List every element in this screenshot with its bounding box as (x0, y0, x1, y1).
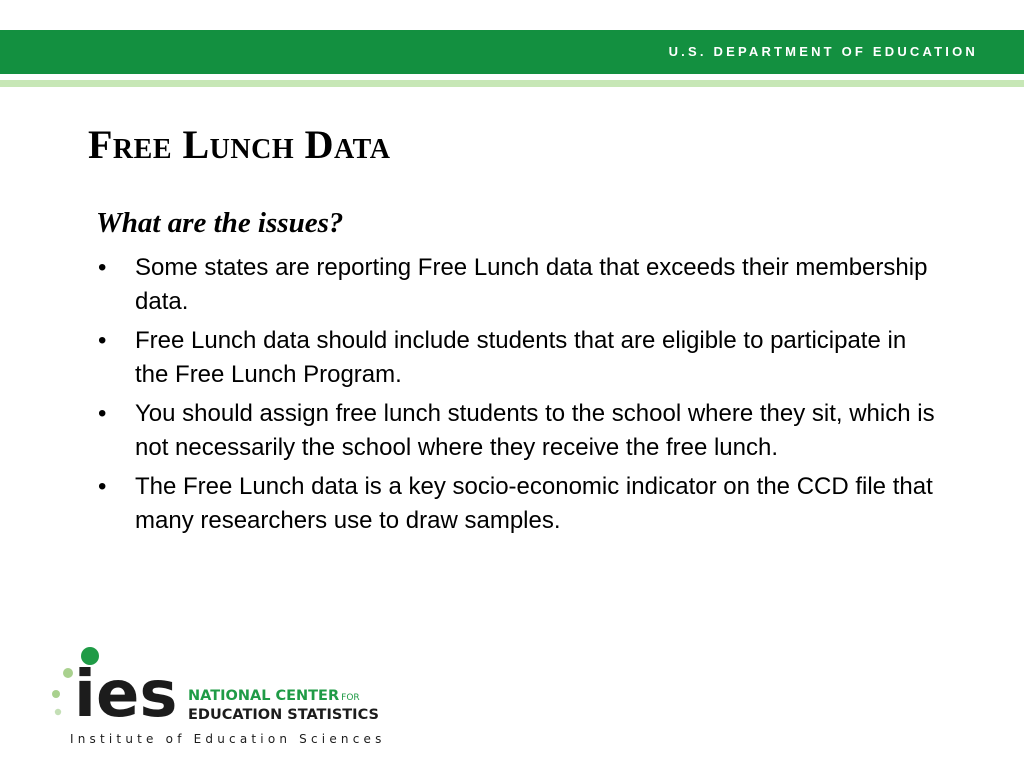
bullet-item (96, 397, 946, 465)
bullet-text: You should assign free lunch students to the school where they sit, which is not necessarily the school where they receive the free lunch. (135, 400, 935, 461)
logo-dot-small (52, 690, 60, 698)
bullet-marker: • (98, 327, 107, 354)
logo-ies-wordmark: ies (74, 658, 178, 732)
nces-line1: NATIONAL CENTER (188, 688, 340, 704)
logo-dot-tiny (55, 709, 61, 715)
header-band (0, 30, 1024, 74)
nces-for: FOR (341, 693, 360, 703)
bullet-marker: • (98, 400, 107, 427)
bullet-item (96, 251, 946, 319)
bullet-item (96, 470, 946, 538)
bullet-item (96, 324, 946, 392)
bullet-list (96, 251, 946, 543)
bullet-text: The Free Lunch data is a key socio-economic indicator on the CCD file that many researchers use to draw samples. (135, 473, 933, 534)
slide-subtitle: What are the issues? (96, 207, 344, 239)
nces-line2: EDUCATION STATISTICS (188, 707, 379, 723)
ies-tagline: Institute of Education Sciences (70, 732, 386, 746)
header-stripe (0, 80, 1024, 87)
bullet-text: Some states are reporting Free Lunch data that exceeds their membership data. (135, 254, 928, 315)
bullet-marker: • (98, 473, 107, 500)
agency-name: U.S. DEPARTMENT OF EDUCATION (668, 44, 978, 59)
slide-title: Free Lunch Data (88, 122, 391, 167)
bullet-text: Free Lunch data should include students that are eligible to participate in the Free Lunch Program. (135, 327, 907, 388)
nces-wordmark (188, 688, 379, 724)
logo-dot-medium (63, 668, 73, 678)
bullet-marker: • (98, 254, 107, 281)
